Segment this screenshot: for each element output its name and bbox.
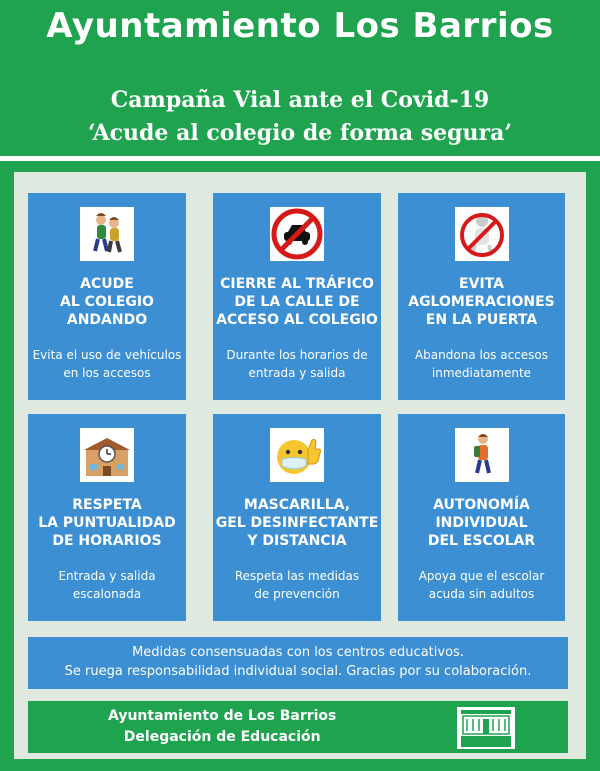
card-title: EVITA AGLOMERACIONES EN LA PUERTA bbox=[408, 276, 555, 328]
campaign-slogan: ‘Acude al colegio de forma segura’ bbox=[87, 120, 513, 146]
walking-children-icon bbox=[80, 207, 134, 261]
header-title: Ayuntamiento Los Barrios bbox=[46, 6, 554, 46]
notice-text: Medidas consensuadas con los centros educativos. Se ruega responsabilidad individual social. Gracias por su colaboración. bbox=[64, 645, 532, 679]
card-description: Durante los horarios de entrada y salida bbox=[226, 348, 368, 380]
card-punctuality bbox=[28, 414, 186, 621]
card-title: CIERRE AL TRÁFICO DE LA CALLE DE ACCESO AL COLEGIO bbox=[216, 276, 378, 328]
card-title: ACUDE AL COLEGIO ANDANDO bbox=[60, 276, 154, 328]
card-title: MASCARILLA, GEL DESINFECTANTE Y DISTANCIA bbox=[215, 497, 379, 549]
town-hall-logo bbox=[456, 706, 516, 750]
footer-banner bbox=[28, 701, 568, 753]
card-title: RESPETA LA PUNTUALIDAD DE HORARIOS bbox=[38, 497, 176, 549]
card-title: AUTONOMÍA INDIVIDUAL DEL ESCOLAR bbox=[427, 497, 536, 549]
card-traffic-closure bbox=[213, 193, 381, 400]
card-avoid-crowds bbox=[398, 193, 565, 400]
no-cars-sign-icon bbox=[270, 207, 324, 261]
notice-box bbox=[28, 637, 568, 689]
header-banner bbox=[0, 0, 600, 156]
card-description: Respeta las medidas de prevención bbox=[234, 569, 360, 601]
card-description: Abandona los accesos inmediatamente bbox=[414, 348, 549, 380]
card-mask-gel-distance bbox=[213, 414, 381, 621]
campaign-title: Campaña Vial ante el Covid-19 bbox=[110, 87, 490, 113]
no-crowds-figure-icon bbox=[455, 207, 509, 261]
card-student-autonomy bbox=[398, 414, 565, 621]
footer-text: Ayuntamiento de Los Barrios Delegación de Educación bbox=[108, 708, 337, 745]
mask-emoji-thumbs-up-icon bbox=[270, 428, 324, 482]
card-walk-to-school bbox=[28, 193, 186, 400]
school-clock-icon bbox=[80, 428, 134, 482]
card-description: Entrada y salida escalonada bbox=[58, 569, 156, 601]
card-description: Evita el uso de vehículos en los accesos bbox=[32, 348, 182, 380]
student-backpack-icon bbox=[455, 428, 509, 482]
card-description: Apoya que el escolar acuda sin adultos bbox=[418, 569, 545, 601]
